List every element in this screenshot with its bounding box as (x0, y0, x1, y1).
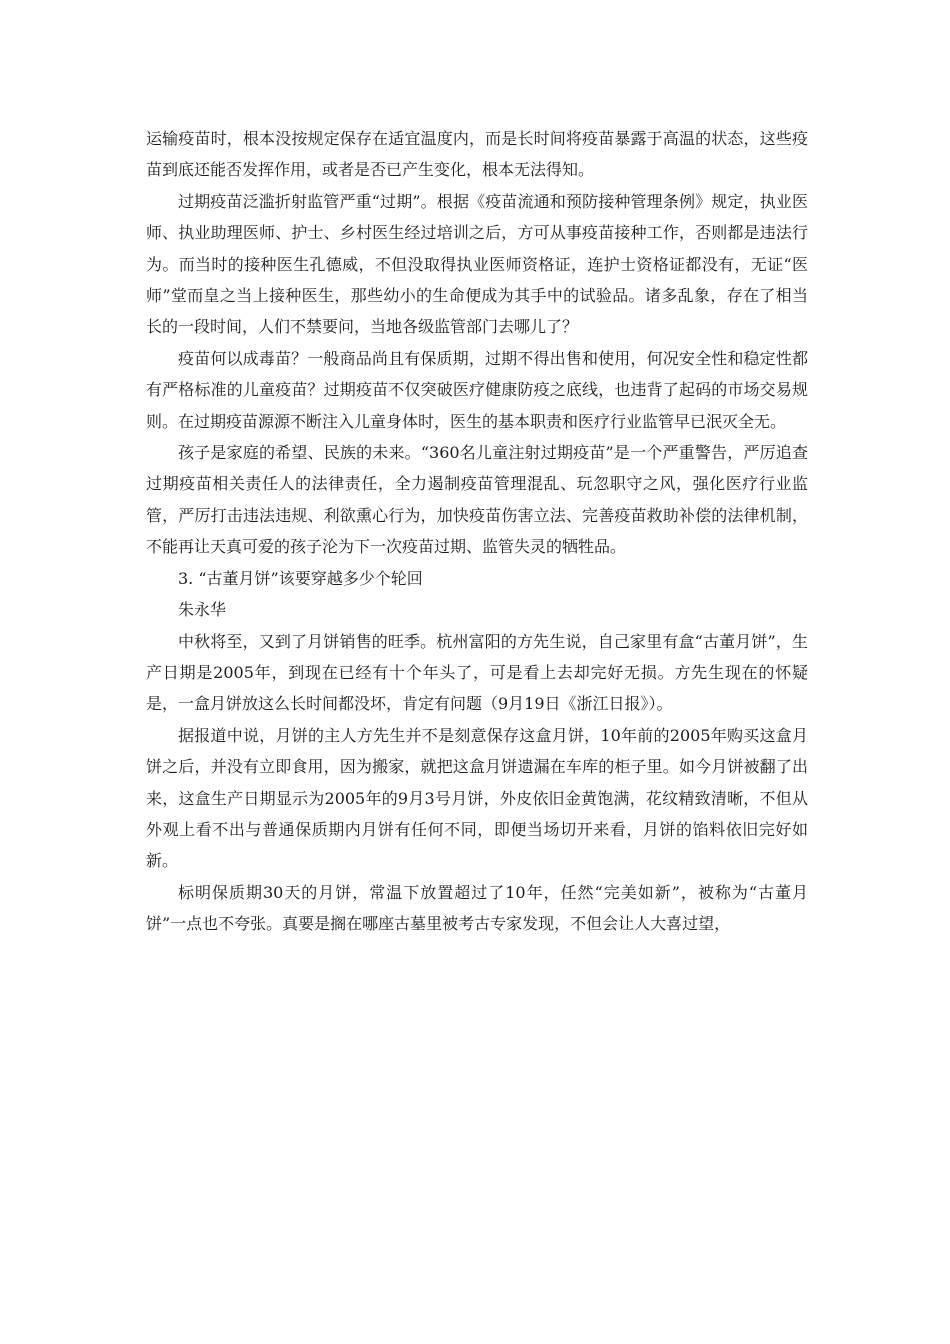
paragraph-toxic-vaccine: 疫苗何以成毒苗？一般商品尚且有保质期，过期不得出售和使用，何况安全性和稳定性都有严格标准的儿童疫苗？过期疫苗不仅突破医疗健康防疫之底线，也违背了起码的市场交易规则。在过期疫苗源源不断注入儿童身体时，医生的基本职责和医疗行业监管早已泯灭全无。 (146, 348, 808, 431)
paragraph-continuation: 运输疫苗时，根本没按规定保存在适宜温度内，而是长时间将疫苗暴露于高温的状态，这些疫苗到底还能否发挥作用，或者是否已产生变化，根本无法得知。 (146, 129, 808, 180)
section-heading: 3. “古董月饼”该要穿越多少个轮回 (178, 568, 423, 588)
article-body (146, 123, 808, 940)
paragraph-mooncake-shelf-life: 标明保质期30天的月饼，常温下放置超过了10年，任然“完美如新”，被称为“古董月饼”一点也不夸张。真要是搁在哪座古墓里被考古专家发现，不但会让人大喜过望， (146, 882, 808, 934)
paragraph-oversight: 过期疫苗泛滥折射监管严重“过期”。根据《疫苗流通和预防接种管理条例》规定，执业医师、执业助理医师、护士、乡村医生经过培训之后，方可从事疫苗接种工作，否则都是违法行为。而当时的接种医生孔德威，不但没取得执业医师资格证，连护士资格证都没有，无证“医师”堂而皇之当上接种医生，那些幼小的生命便成为其手中的试验品。诸多乱象，存在了相当长的一段时间，人们不禁要问，当地各级监管部门去哪儿了？ (146, 191, 808, 337)
paragraph-children-future: 孩子是家庭的希望、民族的未来。“360名儿童注射过期疫苗”是一个严重警告，严厉追查过期疫苗相关责任人的法律责任，全力遏制疫苗管理混乱、玩忽职守之风，强化医疗行业监管，严厉打击违法违规、利欲熏心行为，加快疫苗伤害立法、完善疫苗救助补偿的法律机制，不能再让天真可爱的孩子沦为下一次疫苗过期、监管失灵的牺牲品。 (146, 443, 808, 557)
paragraph-mooncake-intro: 中秋将至，又到了月饼销售的旺季。杭州富阳的方先生说，自己家里有盒“古董月饼”，生产日期是2005年，到现在已经有十个年头了，可是看上去却完好无损。方先生现在的怀疑是，一盒月饼放这么长时间都没坏，肯定有问题（9月19日《浙江日报》）。 (146, 631, 808, 714)
author-name: 朱永华 (178, 600, 227, 620)
paragraph-mooncake-report: 据报道中说，月饼的主人方先生并不是刻意保存这盒月饼，10年前的2005年购买这盒月饼之后，并没有立即食用，因为搬家，就把这盒月饼遗漏在车库的柜子里。如今月饼被翻了出来，这盒生产日期显示为2005年的9月3号月饼，外皮依旧金黄饱满，花纹精致清晰，不但从外观上看不出与普通保质期内月饼有任何不同，即便当场切开来看，月饼的馅料依旧完好如新。 (146, 725, 808, 871)
